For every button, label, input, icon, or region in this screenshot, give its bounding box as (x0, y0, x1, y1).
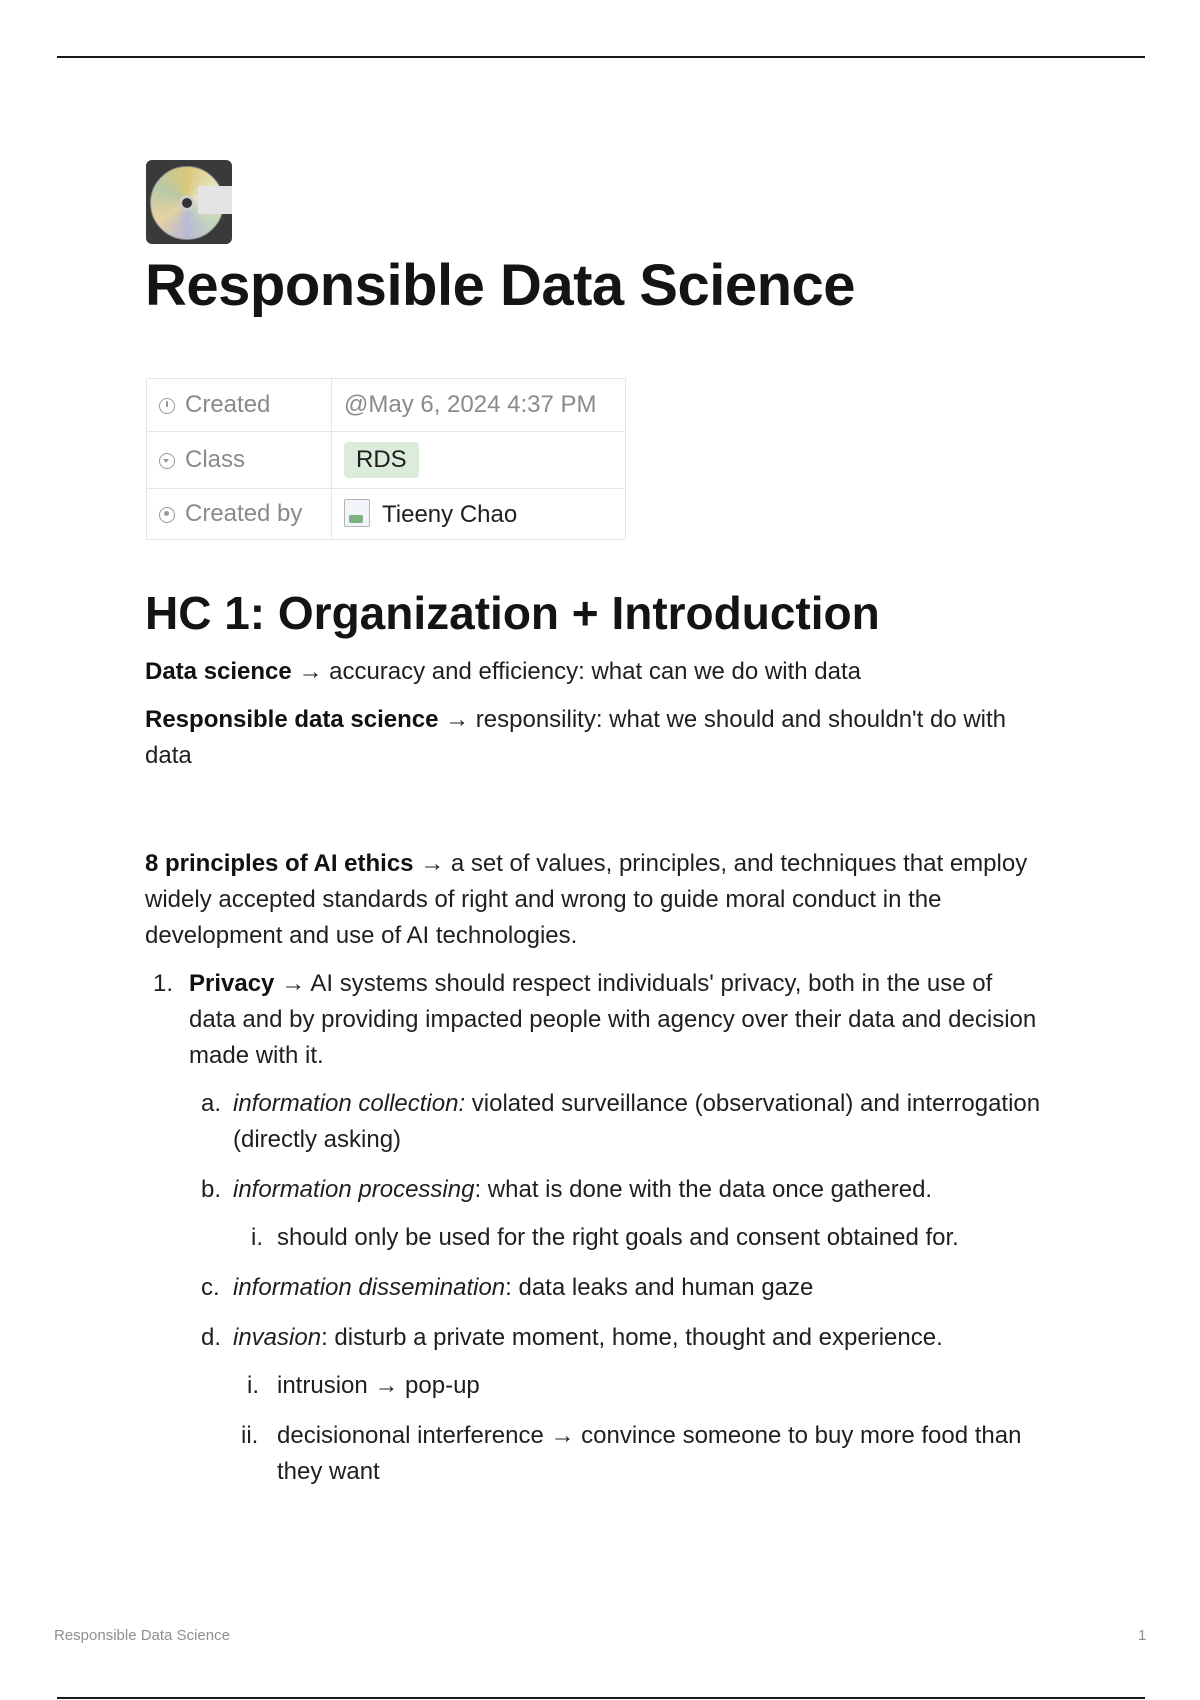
term-information-processing: information processing (233, 1176, 475, 1203)
list-marker: 1. (153, 970, 174, 997)
property-row-created-by (147, 489, 626, 540)
invasion-sublist (233, 1368, 1045, 1490)
text-intrusion: intrusion → pop-up (277, 1372, 480, 1399)
paragraph-ai-ethics (145, 846, 1045, 954)
list-marker: c. (201, 1274, 220, 1301)
footer-doc-title: Responsible Data Science (54, 1627, 230, 1644)
list-item (189, 1320, 1045, 1490)
term-data-science: Data science (145, 658, 292, 685)
text-information-dissemination: : data leaks and human gaze (505, 1274, 814, 1301)
text-processing-goals: should only be used for the right goals and consent obtained for. (277, 1224, 959, 1251)
text-privacy: → AI systems should respect individuals' privacy, both in the use of data and by providing impacted people with agency over their data and decision made with it. (189, 970, 1037, 1069)
created-label: Created (185, 391, 271, 418)
created-value[interactable]: @May 6, 2024 4:37 PM (332, 379, 626, 432)
section-content (145, 654, 1045, 1504)
list-item (189, 1172, 1045, 1256)
cd-disc-icon (146, 160, 232, 244)
text-data-science: → accuracy and efficiency: what can we do with data (298, 658, 861, 685)
property-key-created (147, 379, 332, 432)
bottom-rule (57, 1697, 1145, 1699)
property-row-created (147, 379, 626, 432)
list-marker: b. (201, 1176, 222, 1203)
term-information-collection: information collection: (233, 1090, 466, 1117)
properties-table (146, 378, 626, 540)
class-label: Class (185, 446, 246, 473)
text-ai-ethics: → a set of values, principles, and techniques that employ widely accepted standards of right and wrong to guide moral conduct in the development and use of AI technologies. (145, 850, 1028, 949)
avatar (344, 499, 370, 527)
property-key-class (147, 432, 332, 489)
processing-sublist (233, 1220, 1045, 1256)
text-responsible-data-science: → responsility: what we should and shouldn't do with data (145, 706, 1007, 769)
property-key-created-by (147, 489, 332, 540)
text-invasion: : disturb a private moment, home, thought and experience. (321, 1324, 943, 1351)
created-by-label: Created by (185, 500, 303, 527)
term-privacy: Privacy (189, 970, 275, 997)
paragraph-responsible-data-science (145, 702, 1045, 774)
person-icon (159, 507, 175, 523)
list-item (145, 966, 1045, 1490)
class-tag[interactable]: RDS (344, 442, 419, 478)
clock-icon (159, 398, 175, 414)
list-marker: i. (251, 1224, 263, 1251)
paragraph-data-science (145, 654, 1045, 690)
term-ai-ethics: 8 principles of AI ethics (145, 850, 414, 877)
property-value-class[interactable] (332, 432, 626, 489)
term-information-dissemination: information dissemination (233, 1274, 506, 1301)
list-marker: d. (201, 1324, 222, 1351)
created-by-name[interactable]: Tieeny Chao (382, 501, 518, 528)
empty-block (145, 786, 1045, 846)
section-heading: HC 1: Organization + Introduction (145, 587, 880, 639)
list-item (233, 1220, 1045, 1256)
list-item (189, 1086, 1045, 1158)
footer-page-number: 1 (1138, 1627, 1147, 1644)
text-information-processing: : what is done with the data once gathered. (474, 1176, 933, 1203)
principles-list (145, 966, 1045, 1490)
select-icon (159, 453, 175, 469)
property-row-class (147, 432, 626, 489)
list-item (233, 1368, 1045, 1404)
page-title: Responsible Data Science (145, 253, 856, 318)
top-rule (57, 56, 1145, 58)
list-marker: ii. (241, 1422, 259, 1449)
list-marker: i. (247, 1372, 259, 1399)
text-decisional-interference: decisiononal interference → convince someone to buy more food than they want (277, 1422, 1022, 1485)
privacy-sublist (189, 1086, 1045, 1490)
property-value-created-by[interactable] (332, 489, 626, 540)
disc-sleeve (198, 186, 232, 214)
term-invasion: invasion (233, 1324, 322, 1351)
term-responsible-data-science: Responsible data science (145, 706, 439, 733)
text-information-collection: violated surveillance (observational) and interrogation (directly asking) (233, 1090, 1041, 1153)
list-item (189, 1270, 1045, 1306)
list-item (233, 1418, 1045, 1490)
list-marker: a. (201, 1090, 222, 1117)
